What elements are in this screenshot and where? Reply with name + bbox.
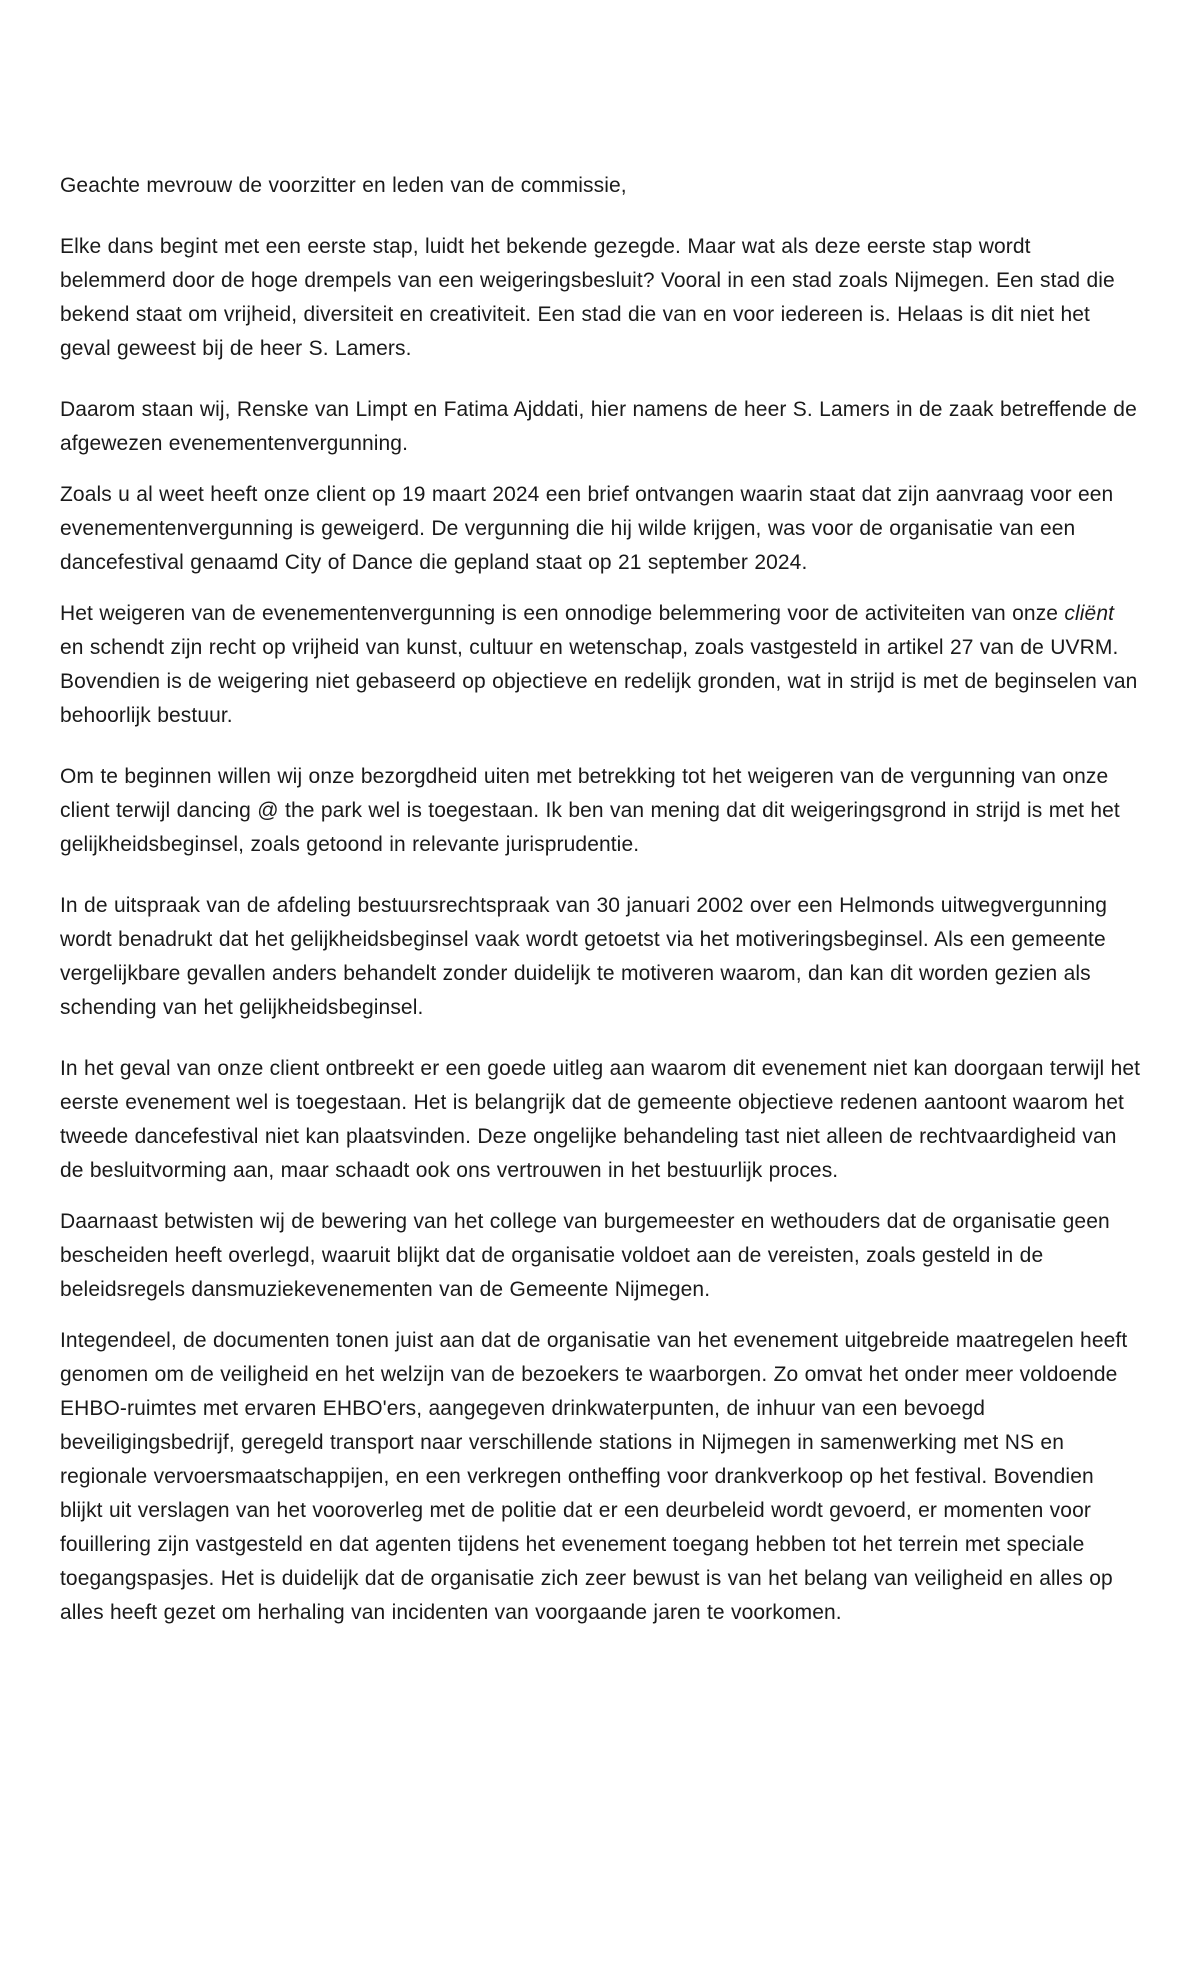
paragraph-obstruction-italic: cliënt bbox=[1064, 602, 1115, 625]
letter-body bbox=[60, 169, 1142, 1630]
paragraph-obstruction-part1: Het weigeren van de evenementenvergunning is een onnodige belemmering voor de activiteiten van onze bbox=[60, 602, 1065, 625]
paragraph-refusal-letter: Zoals u al weet heeft onze client op 19 maart 2024 een brief ontvangen waarin staat dat zijn aanvraag voor een evenementenvergunning is geweigerd. De vergunning die hij wilde krijgen, was voor de organisatie van een dancefestival genaamd City of Dance die gepland staat op 21 september 2024. bbox=[60, 483, 1114, 574]
paragraph-explanation: In het geval van onze client ontbreekt er een goede uitleg aan waarom dit evenement niet kan doorgaan terwijl het eerste evenement wel is toegestaan. Het is belangrijk dat de gemeente objectieve redenen aantoont waarom het tweede dancefestival niet kan plaatsvinden. Deze ongelijke behandeling tast niet alleen de rechtvaardigheid van de besluitvorming aan, maar schaadt ook ons vertrouwen in het bestuurlijk proces. bbox=[60, 1057, 1141, 1182]
paragraph-dispute: Daarnaast betwisten wij de bewering van het college van burgemeester en wethouders dat de organisatie geen bescheiden heeft overlegd, waaruit blijkt dat de organisatie voldoet aan de vereisten, zoals gesteld in de beleidsregels dansmuziekevenementen van de Gemeente Nijmegen. bbox=[60, 1210, 1110, 1301]
paragraph-representation: Daarom staan wij, Renske van Limpt en Fatima Ajddati, hier namens de heer S. Lamers in de zaak betreffende de afgewezen evenementenvergunning. bbox=[60, 398, 1137, 455]
salutation: Geachte mevrouw de voorzitter en leden van de commissie, bbox=[60, 174, 627, 197]
paragraph-concern: Om te beginnen willen wij onze bezorgdheid uiten met betrekking tot het weigeren van de vergunning van onze client terwijl dancing @ the park wel is toegestaan. Ik ben van mening dat dit weigeringsgrond in strijd is met het gelijkheidsbeginsel, zoals getoond in relevante jurisprudentie. bbox=[60, 765, 1120, 856]
paragraph-intro: Elke dans begint met een eerste stap, luidt het bekende gezegde. Maar wat als deze eerste stap wordt belemmerd door de hoge drempels van een weigeringsbesluit? Vooral in een stad zoals Nijmegen. Een stad die bekend staat om vrijheid, diversiteit en creativiteit. Een stad die van en voor iedereen is. Helaas is dit niet het geval geweest bij de heer S. Lamers. bbox=[60, 235, 1115, 360]
paragraph-obstruction-part2: en schendt zijn recht op vrijheid van kunst, cultuur en wetenschap, zoals vastgesteld in artikel 27 van de UVRM. Bovendien is de weigering niet gebaseerd op objectieve en redelijk gronden, wat in strijd is met de beginselen van behoorlijk bestuur. bbox=[60, 636, 1138, 727]
paragraph-safety-measures: Integendeel, de documenten tonen juist aan dat de organisatie van het evenement uitgebreide maatregelen heeft genomen om de veiligheid en het welzijn van de bezoekers te waarborgen. Zo omvat het onder meer voldoende EHBO-ruimtes met ervaren EHBO'ers, aangegeven drinkwaterpunten, de inhuur van een bevoegd beveiligingsbedrijf, geregeld transport naar verschillende stations in Nijmegen in samenwerking met NS en regionale vervoersmaatschappijen, en een verkregen ontheffing voor drankverkoop op het festival. Bovendien blijkt uit verslagen van het vooroverleg met de politie dat er een deurbeleid wordt gevoerd, er momenten voor fouillering zijn vastgesteld en dat agenten tijdens het evenement toegang hebben tot het terrein met speciale toegangspasjes. Het is duidelijk dat de organisatie zich zeer bewust is van het belang van veiligheid en alles op alles heeft gezet om herhaling van incidenten van voorgaande jaren te voorkomen. bbox=[60, 1329, 1128, 1624]
paragraph-jurisprudence: In de uitspraak van de afdeling bestuursrechtspraak van 30 januari 2002 over een Helmonds uitwegvergunning wordt benadrukt dat het gelijkheidsbeginsel vaak wordt getoetst via het motiveringsbeginsel. Als een gemeente vergelijkbare gevallen anders behandelt zonder duidelijk te motiveren waarom, dan kan dit worden gezien als schending van het gelijkheidsbeginsel. bbox=[60, 894, 1108, 1019]
paragraph-obstruction bbox=[60, 597, 1142, 733]
